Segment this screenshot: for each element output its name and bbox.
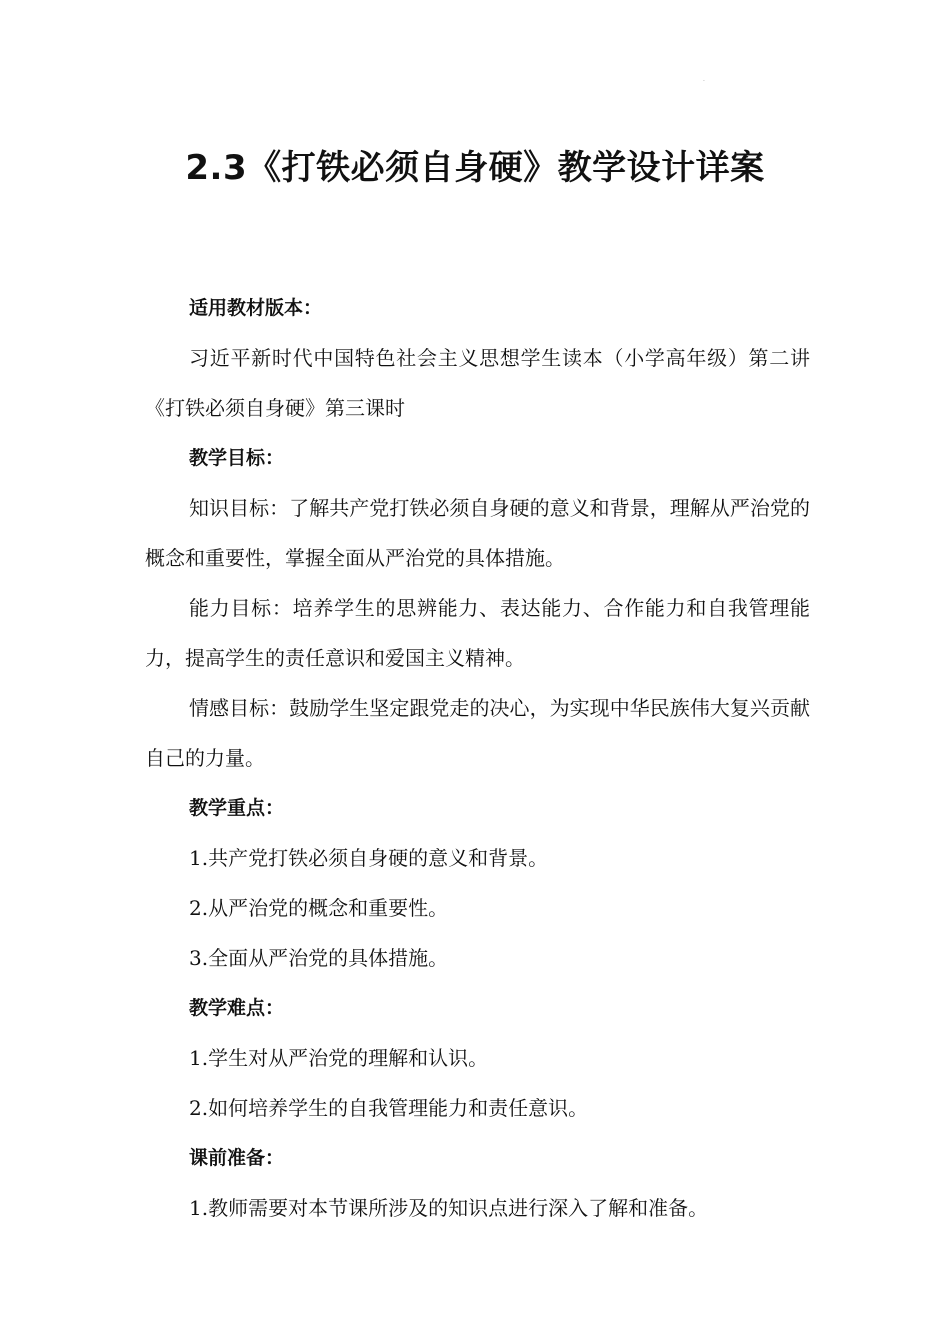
preparation-item: 1.教师需要对本节课所涉及的知识点进行深入了解和准备。: [189, 1196, 709, 1220]
document-title: 2.3《打铁必须自身硬》教学设计详案: [185, 148, 765, 188]
difficulty-item: 1.学生对从严治党的理解和认识。: [189, 1046, 489, 1070]
key-point-item: 2.从严治党的概念和重要性。: [189, 896, 449, 920]
key-point-item: 3.全面从严治党的具体措施。: [189, 946, 449, 970]
key-point-item: 1.共产党打铁必须自身硬的意义和背景。: [189, 846, 549, 870]
objective-emotion: 情感目标：鼓励学生坚定跟党走的决心，为实现中华民族伟大复兴贡献自己的力量。: [145, 696, 810, 770]
difficulties-heading: 教学难点：: [189, 997, 285, 1019]
objectives-heading: 教学目标：: [189, 447, 285, 469]
objective-knowledge: 知识目标：了解共产党打铁必须自身硬的意义和背景，理解从严治党的概念和重要性，掌握全面从严治党的具体措施。: [145, 496, 810, 570]
difficulty-item: 2.如何培养学生的自我管理能力和责任意识。: [189, 1096, 589, 1120]
objective-ability: 能力目标：培养学生的思辨能力、表达能力、合作能力和自我管理能力，提高学生的责任意识和爱国主义精神。: [145, 596, 810, 670]
document-body: [145, 283, 810, 1233]
textbook-heading: 适用教材版本：: [189, 297, 323, 319]
preparation-heading: 课前准备：: [189, 1147, 285, 1169]
corner-mark: ·: [703, 78, 705, 85]
key-points-heading: 教学重点：: [189, 797, 285, 819]
textbook-text: 习近平新时代中国特色社会主义思想学生读本（小学高年级）第二讲《打铁必须自身硬》第三课时: [145, 346, 810, 420]
